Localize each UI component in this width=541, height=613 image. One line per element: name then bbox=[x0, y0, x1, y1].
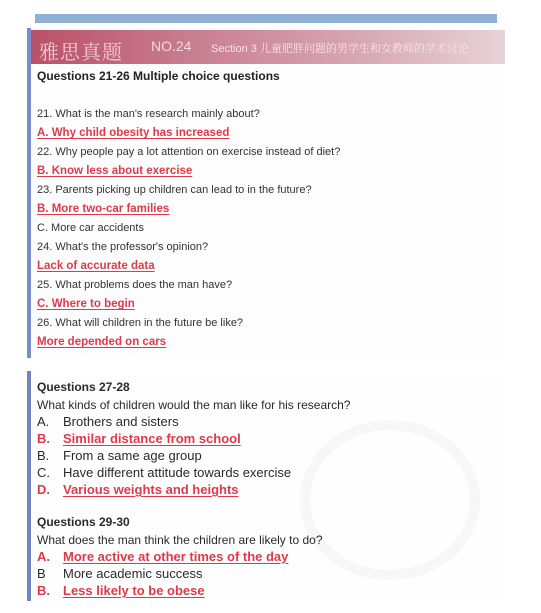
answer-23: B. More two-car families bbox=[37, 203, 170, 215]
option-letter: B. bbox=[37, 448, 50, 463]
option-letter: A. bbox=[37, 549, 50, 564]
answer-22: B. Know less about exercise bbox=[37, 165, 193, 177]
top-divider-bar bbox=[35, 14, 497, 23]
part1-heading: Questions 21-26 Multiple choice questions bbox=[37, 69, 280, 83]
answer-24: Lack of accurate data bbox=[37, 260, 155, 272]
option-text: Less likely to be obese bbox=[63, 583, 205, 598]
option-text: Brothers and sisters bbox=[63, 414, 179, 429]
option-27-d-correct bbox=[37, 482, 239, 497]
watermark-seal bbox=[300, 420, 480, 580]
option-27-a bbox=[37, 414, 179, 429]
option-27-b2 bbox=[37, 448, 202, 463]
option-text: More academic success bbox=[63, 566, 203, 581]
part2-question: What kinds of children would the man like for his research? bbox=[37, 398, 351, 412]
question-24: 24. What's the professor's opinion? bbox=[37, 241, 209, 253]
question-22: 22. Why people pay a lot attention on exercise instead of diet? bbox=[37, 146, 341, 158]
option-text: From a same age group bbox=[63, 448, 202, 463]
part2-heading: Questions 27-28 bbox=[37, 380, 130, 394]
option-30-b-correct bbox=[37, 583, 205, 598]
question-23: 23. Parents picking up children can lead to in the future? bbox=[37, 184, 312, 196]
answer-26: More depended on cars bbox=[37, 336, 167, 348]
answer-21: A. Why child obesity has increased bbox=[37, 127, 230, 139]
option-letter: D. bbox=[37, 482, 50, 497]
question-25: 25. What problems does the man have? bbox=[37, 279, 233, 291]
title-banner bbox=[31, 30, 505, 64]
option-text: Have different attitude towards exercise bbox=[63, 465, 292, 480]
option-text: More active at other times of the day bbox=[63, 549, 289, 564]
option-23-c: C. More car accidents bbox=[37, 222, 144, 234]
option-27-b-correct bbox=[37, 431, 241, 446]
question-21: 21. What is the man's research mainly about? bbox=[37, 108, 260, 120]
option-letter: A. bbox=[37, 414, 50, 429]
answer-25: C. Where to begin bbox=[37, 298, 135, 310]
option-letter: B bbox=[37, 566, 46, 581]
question-26: 26. What will children in the future be like? bbox=[37, 317, 244, 329]
option-letter: B. bbox=[37, 431, 50, 446]
option-29-a-correct bbox=[37, 549, 288, 564]
option-text: Various weights and heights bbox=[63, 482, 239, 497]
option-29-b bbox=[37, 566, 202, 581]
part3-question: What does the man think the children are likely to do? bbox=[37, 533, 323, 547]
option-27-c bbox=[37, 465, 291, 480]
banner-section: Section 3 儿童肥胖问题的男学生和女教师的学术讨论 bbox=[211, 43, 469, 55]
banner-title: 雅思真题 bbox=[39, 40, 123, 64]
banner-number: NO.24 bbox=[151, 38, 192, 54]
part3-heading: Questions 29-30 bbox=[37, 515, 130, 529]
option-letter: C. bbox=[37, 465, 50, 480]
option-text: Similar distance from school bbox=[63, 431, 241, 446]
option-letter: B. bbox=[37, 583, 50, 598]
